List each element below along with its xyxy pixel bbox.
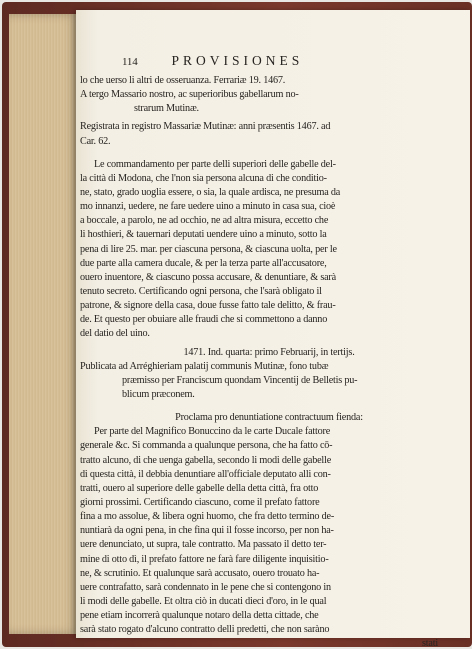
text-line: del datio del uino. [80, 328, 150, 340]
page-text [80, 54, 458, 649]
text-line: patrone, & signore della casa, doue fusse fatto tale delitto, & frau- [80, 300, 336, 312]
text-line: fina a mo assolue, & libera ogni huomo, che fra detto termino de- [80, 511, 335, 523]
text-line: de. Et questo per obuiare alle fraudi che si commettono a danno [80, 314, 328, 326]
text-line: mine di otto dì, il prefato fattore ne farà fare diligente inquisitio- [80, 553, 329, 565]
text-line: Le commandamento per parte delli superiori delle gabelle del- [94, 158, 336, 170]
text-line: uere denunciato, ut supra, tale contratto. Ma passato il detto ter- [80, 539, 327, 551]
commandment-block [80, 158, 458, 342]
text-line: 1471. Ind. quarta: primo Februarij, in tertijs. [183, 346, 355, 358]
text-line: tratto alcuno, di che uenga gabella, secondo li modi delle gabelle [80, 454, 332, 466]
text-line: Per parte del Magnifico Bonuccino da le carte Ducale fattore [94, 426, 331, 438]
text-line: mo innanzi, uedere, ne fare uedere uino a minuto in casa sua, cioè [80, 201, 336, 213]
text-line: ne, & scrutinio. Et qualunque sarà accusato, ouero trouato ha- [80, 567, 320, 579]
text-line: a boccale, a parolo, ne ad occhio, ne ad altra misura, eccetto che [80, 215, 329, 227]
proclama-block [80, 411, 458, 649]
text-line: nuntiarà da ogni pena, in che fina qui il fosse incorso, per non ha- [80, 525, 334, 537]
text-line: tenuto secreto. Certificando ogni persona, che l'sarà obligato il [80, 285, 322, 297]
text-line: Registrata in registro Massariæ Mutinæ: anni præsentis 1467. ad [80, 121, 331, 133]
section-heading: Proclama pro denuntiatione contractuum fienda: [175, 412, 363, 424]
text-line: præmisso per Franciscum quondam Vincentij de Belletis pu- [122, 374, 358, 386]
text-line: Car. 62. [80, 135, 111, 147]
text-line: lo che uerso li altri de osseruanza. Ferrariæ 19. 1467. [80, 75, 286, 86]
text-line: giorni prossimi. Certificando ciascuno, come il prefato fattore [80, 496, 320, 508]
text-line: li modi delle gabelle. Et oltra ciò in ducati dieci d'oro, in le qual [80, 595, 327, 607]
text-line: la città di Modona, che l'non sia persona alcuna di che conditio- [80, 172, 327, 184]
text-line: strarum Mutinæ. [80, 103, 199, 115]
text-line: blicum præconem. [122, 388, 195, 400]
publication-block [80, 346, 458, 403]
text-line: sarà stato rogato d'alcuno contratto delli predetti, che non saràno [80, 624, 330, 636]
intro-block [80, 74, 458, 149]
text-line: pena di lire 25. mar. per ciascuna persona, & ciascuna uolta, per le [80, 243, 337, 255]
page-number: 114 [122, 56, 138, 68]
text-line: di questa città, il debbia denuntiare all'officiale deputato alli con- [80, 468, 331, 480]
text-line: uere contrafatto, sarà condennato in le pene che si contengono in [80, 581, 331, 593]
text-line: A tergo Massario nostro, ac superioribus gabellarum no- [80, 89, 299, 101]
text-line: generale &c. Si commanda a qualunque persona, che ha fatto cō- [80, 440, 333, 452]
text-line: pene etiam incorrerà qualunque notaro della detta cittade, che [80, 610, 319, 622]
text-line: tratti, ouero al superiore delle gabelle della detta città, fra otto [80, 482, 319, 494]
running-title: PROVISIONES [171, 53, 304, 68]
text-line: due parte alla camera ducale, & per la terza parte all'accusatore, [80, 257, 327, 269]
catchword: stati [422, 638, 438, 649]
text-line: Publicata ad Arréghieriam palatij communis Mutinæ, fono tubæ [80, 360, 329, 372]
text-line: ouero inuentore, & ciascuno possa accusare, & denuntiare, & sarà [80, 271, 336, 283]
running-header [122, 54, 458, 74]
text-line: li hosthieri, & tauernari deputati uendere uino a minuto, sotto la [80, 229, 327, 241]
text-line: ne, stato, grado uoglia essere, o sia, la quale ardisca, ne presuma da [80, 186, 341, 198]
page-edges [9, 14, 79, 634]
